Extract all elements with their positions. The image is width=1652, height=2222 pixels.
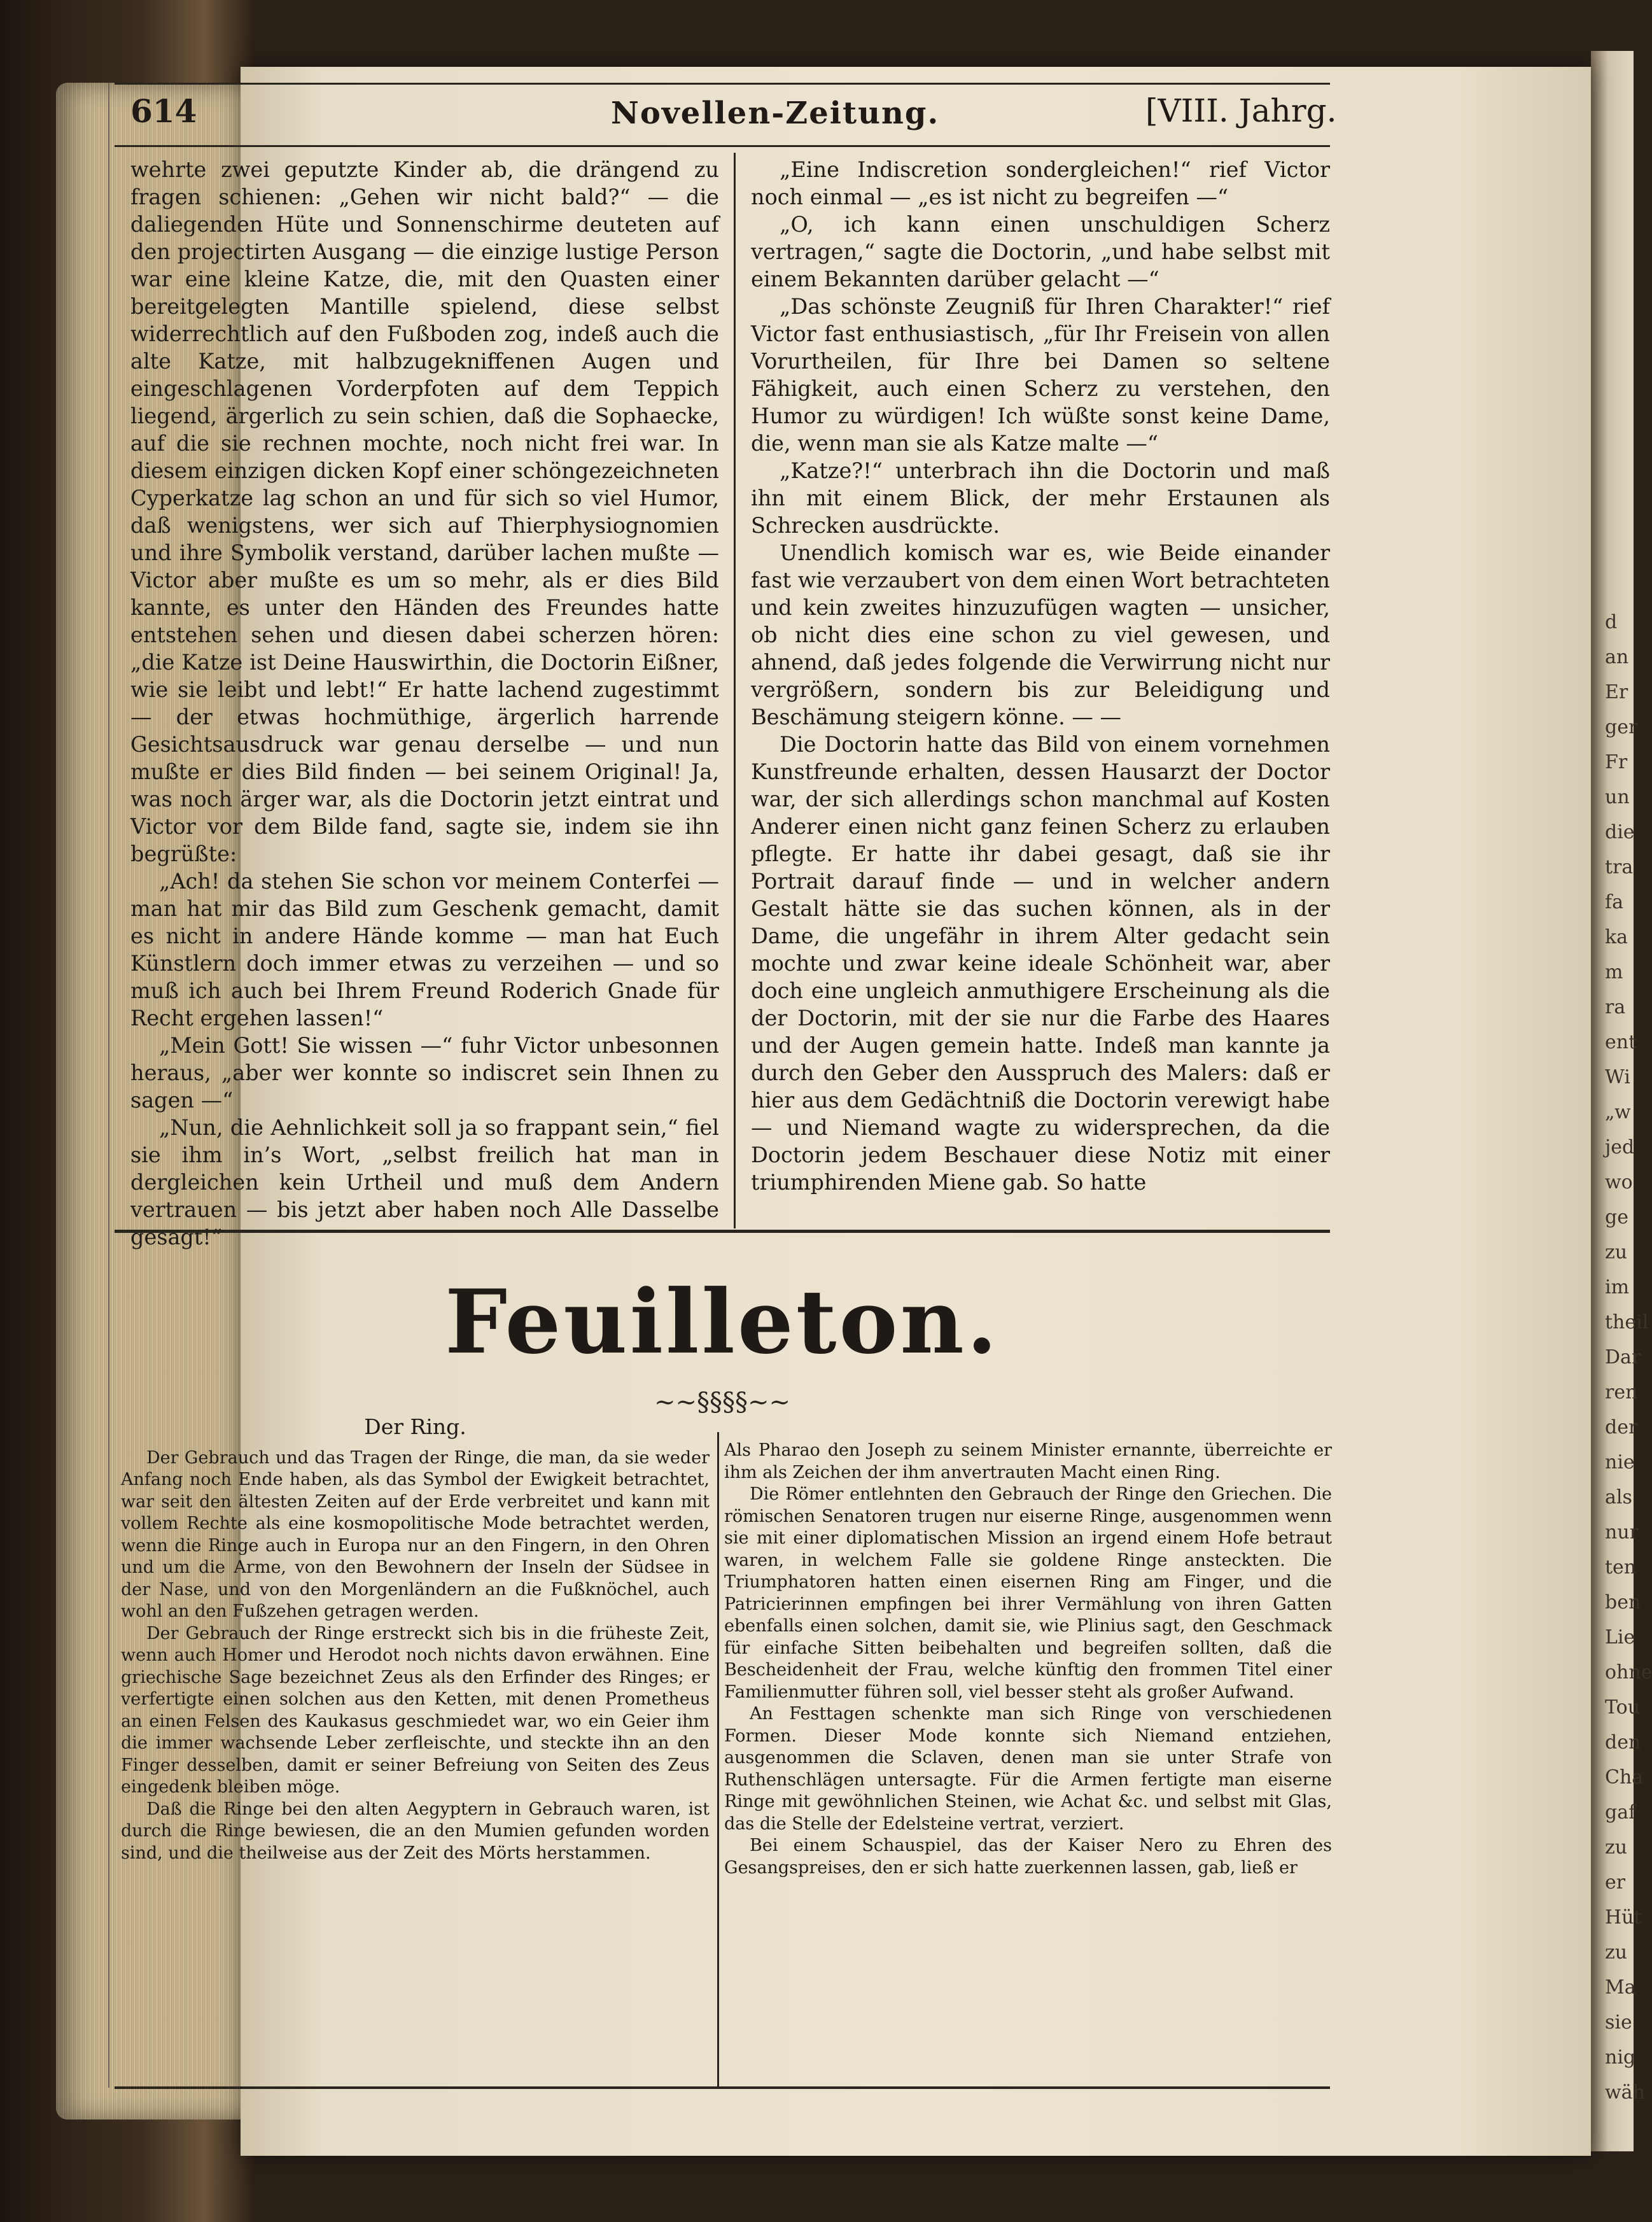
facing-page-fragment: ohne xyxy=(1605,1661,1652,1684)
novel-column-right xyxy=(751,156,1330,1196)
facing-page-fragment: Er xyxy=(1605,681,1628,703)
paragraph: Die Doctorin hatte das Bild von einem vornehmen Kunstfreunde erhalten, dessen Hausarzt der Doctor war, der sich allerdings schon manchmal auf Kosten Anderer einen nicht ganz feinen Scherz zu erlauben pflegte. Er hatte ihr dabei gesagt, daß sie ihr Portrait darauf finde — und in welcher andern Gestalt hätte sie das suchen können, als in der Dame, die ungefähr in ihrem Alter gedacht sein mochte und zwar keine ideale Schönheit war, aber doch eine ungleich anmuthigere Erscheinung als die der Doctorin, mit der sie nur die Farbe des Haares und der Augen gemein hatte. Indeß man kannte ja durch den Geber den Ausspruch des Malers: daß er hier aus dem Gedächtniß die Doctorin verewigt habe — und Niemand wagte zu widersprechen, da die Doctorin jedem Beschauer diese Notiz mit einer triumphirenden Miene gab. So hatte xyxy=(751,732,1330,1195)
paragraph: Bei einem Schauspiel, das der Kaiser Nero zu Ehren des Gesangspreises, den er sich hatte zuerkennen lassen, gab, ließ er xyxy=(724,1836,1332,1878)
feuilleton-column-right xyxy=(724,1440,1332,1879)
facing-page-fragment: als xyxy=(1605,1486,1632,1508)
facing-page-fragment: ren xyxy=(1605,1381,1638,1403)
facing-page-fragment: d xyxy=(1605,611,1618,633)
facing-page-fragment: ent xyxy=(1605,1031,1637,1053)
facing-page-fragment: fa xyxy=(1605,891,1623,913)
facing-page-fragment: zu xyxy=(1605,1836,1628,1859)
paragraph: Als Pharao den Joseph zu seinem Minister ernannte, überreichte er ihm als Zeichen der ihm anvertrauten Macht einen Ring. xyxy=(724,1440,1332,1482)
facing-page-fragment: nie xyxy=(1605,1451,1635,1473)
facing-page-fragment: er xyxy=(1605,1871,1626,1894)
facing-page-fragment: den xyxy=(1605,1731,1641,1754)
facing-page-fragment: zu xyxy=(1605,1941,1628,1964)
section-rule xyxy=(115,1230,1330,1233)
facing-page-fragment: ben xyxy=(1605,1591,1641,1614)
facing-page-fragment: ka xyxy=(1605,926,1628,948)
page-number: 614 xyxy=(130,92,197,130)
facing-page-fragment: un xyxy=(1605,786,1630,808)
facing-page-fragment: ger xyxy=(1605,716,1638,738)
paragraph: wehrte zwei geputzte Kinder ab, die drängend zu fragen schienen: „Gehen wir nicht bald?“ — die daliegenden Hüte und Sonnenschirme deuteten auf den projectirten Ausgang — die einzige lustige Person war eine kleine Katze, die, mit den Quasten einer bereitgelegten Mantille spielend, diese selbst widerrechtlich auf den Fußboden zog, indeß auch die alte Katze, mit halbzugekniffenen Augen und eingeschlagenen Vorderpfoten auf dem Teppich liegend, ärgerlich zu sein schien, daß die Sophaecke, auf die sie rechnen mochte, noch nicht frei war. In diesem einzigen dicken Kopf einer schöngezeichneten Cyperkatze lag schon an und für sich so viel Humor, daß wenigstens, wer sich auf Thierphysiognomien und ihre Symbolik verstand, darüber lachen mußte — Victor aber mußte es um so mehr, als er dies Bild kannte, es unter den Händen des Freundes hatte entstehen sehen und diesen dabei scherzen hören: „die Katze ist Deine Hauswirthin, die Doctorin Eißner, wie sie leibt und lebt!“ Er hatte lachend zugestimmt — der etwas hochmüthige, ärgerlich harrende Gesichtsausdruck war genau derselbe — und nun mußte er dies Bild finden — bei seinem Original! Ja, was noch ärger war, als die Doctorin jetzt eintrat und Victor vor dem Bilde fand, sagte sie, indem sie ihn begrüßte: xyxy=(130,157,719,866)
ornament-divider: ~~§§§§~~ xyxy=(654,1388,791,1417)
facing-page-fragment: wäh xyxy=(1605,2081,1645,2104)
page-frame-line xyxy=(108,83,109,2088)
facing-page-fragment: wo xyxy=(1605,1171,1633,1193)
paragraph: Daß die Ringe bei den alten Aegyptern in Gebrauch waren, ist durch die Ringe bewiesen, die an den Mumien gefunden worden sind, und die theilweise aus der Zeit des Mörts herstammen. xyxy=(121,1799,710,1863)
paragraph: „O, ich kann einen unschuldigen Scherz vertragen,“ sagte die Doctorin, „und habe selbst mit einem Bekannten darüber gelacht —“ xyxy=(751,212,1330,292)
paragraph: An Festtagen schenkte man sich Ringe von verschiedenen Formen. Dieser Mode konnte sich Niemand entziehen, ausgenommen die Sclaven, denen man sie unter Strafe von Ruthenschlägen untersagte. Für die Armen fertigte man eiserne Ringe mit gewöhnlichen Steinen, wie Achat &c. und selbst mit Glas, das die Stelle der Edelsteine vertrat, verziert. xyxy=(724,1704,1332,1834)
facing-page-fragment: tra xyxy=(1605,856,1634,878)
facing-page-fragment: ten xyxy=(1605,1556,1637,1579)
feuilleton-column-left xyxy=(121,1416,710,1864)
facing-page-fragment: der xyxy=(1605,1416,1638,1438)
facing-page-fragment: ra xyxy=(1605,996,1626,1018)
paragraph: Der Gebrauch und das Tragen der Ringe, die man, da sie weder Anfang noch Ende haben, als das Symbol der Ewigkeit betrachtet, war seit den ältesten Zeiten auf der Erde verbreitet und kann mit vollem Rechte als eine kosmopolitische Mode betrachtet werden, wenn die Ringe auch in Europa nur an den Fingern, in den Ohren und um die Arme, von den Bewohnern der Inseln der Südsee in der Nase, und von den Morgenländern an die Fußknöchel, auch wohl an den Fußzehen getragen werden. xyxy=(121,1447,710,1621)
facing-page-fragment: Cha xyxy=(1605,1766,1644,1789)
facing-page-fragment: nig xyxy=(1605,2046,1636,2069)
facing-page-fragment: m xyxy=(1605,961,1623,983)
story-title: Der Ring. xyxy=(364,1414,466,1439)
journal-title: Novellen-Zeitung. xyxy=(611,95,940,131)
paragraph: „Katze?!“ unterbrach ihn die Doctorin und maß ihn mit einem Blick, der mehr Erstaunen als Schrecken ausdrückte. xyxy=(751,458,1330,538)
facing-page-fragment: Fr xyxy=(1605,751,1628,773)
paragraph: „Das schönste Zeugniß für Ihren Charakter!“ rief Victor fast enthusiastisch, „für Ihr Freisein von allen Vorurtheilen, für Ihre bei Damen so seltene Fähigkeit, auch einen Scherz zu verstehen, den Humor zu würdigen! Ich wüßte sonst keine Dame, die, wenn man sie als Katze malte —“ xyxy=(751,294,1330,456)
facing-page-fragment: ge xyxy=(1605,1206,1628,1228)
paragraph: „Eine Indiscretion sondergleichen!“ rief Victor noch einmal — „es ist nicht zu begreifen —“ xyxy=(751,157,1330,209)
facing-page-fragment: Ma xyxy=(1605,1976,1636,1999)
facing-page-fragment: die xyxy=(1605,821,1635,843)
facing-page-edge xyxy=(1591,51,1652,2151)
facing-page-fragment: Dar xyxy=(1605,1346,1641,1368)
facing-page-fragment: Wi xyxy=(1605,1066,1630,1088)
paragraph: Der Gebrauch der Ringe erstreckt sich bis in die früheste Zeit, wenn auch Homer und Herodot noch nichts davon erwähnen. Eine griechische Sage bezeichnet Zeus als den Erfinder des Ringes; er verfertigte einen solchen aus den Ketten, mit denen Prometheus an einen Felsen des Kaukasus geschmiedet war, wo ein Geier ihm die immer wachsende Leber zerfleischte, und steckte ihn an den Finger desselben, damit er seiner Befreiung von Seiten des Zeus eingedenk bleiben möge. xyxy=(121,1623,710,1797)
volume-label: [VIII. Jahrg. xyxy=(1145,92,1337,129)
facing-page-fragment: sie xyxy=(1605,2011,1632,2034)
column-divider xyxy=(734,153,736,1228)
paragraph: „Ach! da stehen Sie schon vor meinem Conterfei — man hat mir das Bild zum Geschenk gemacht, damit es nicht in andere Hände komme — man hat Euch Künstlern doch immer etwas zu verzeihen — und so muß ich auch bei Ihrem Freund Roderich Gnade für Recht ergehen lassen!“ xyxy=(130,869,719,1030)
facing-page-fragment: gaf xyxy=(1605,1801,1636,1824)
facing-page-fragment: Lie xyxy=(1605,1626,1635,1649)
header-rule-top xyxy=(115,83,1330,85)
paragraph: „Mein Gott! Sie wissen —“ fuhr Victor unbesonnen heraus, „aber wer konnte so indiscret sein Ihnen zu sagen —“ xyxy=(130,1033,719,1113)
novel-column-left xyxy=(130,156,719,1251)
bottom-rule xyxy=(115,2086,1330,2089)
facing-page-fragment: theil xyxy=(1605,1311,1649,1333)
paragraph: Die Römer entlehnten den Gebrauch der Ringe den Griechen. Die römischen Senatoren trugen nur eiserne Ringe, ausgenommen wenn sie mit einer diplomatischen Mission an irgend einem Hofe betraut waren, in welchem Falle sie goldene Ringe ansteckten. Die Triumphatoren hatten einen eisernen Ring am Finger, und die Patricierinnen empfingen bei ihrer Vermählung von ihren Gatten ebenfalls einen solchen, damit sie, wie Plinius sagt, den Geschmack für einfache Sitten beibehalten und begreifen sollten, daß die Bescheidenheit der Frau, welche künftig den frommen Titel einer Familienmutter führen soll, viel besser steht als großer Aufwand. xyxy=(724,1484,1332,1702)
column-divider xyxy=(717,1432,719,2086)
facing-page-fragment: Hüt xyxy=(1605,1906,1642,1929)
header-rule-bottom xyxy=(115,145,1330,147)
facing-page-fragment: nur xyxy=(1605,1521,1639,1543)
feuilleton-heading: Feuilleton. xyxy=(445,1270,1000,1374)
paragraph: Unendlich komisch war es, wie Beide einander fast wie verzaubert von dem einen Wort betrachteten und kein zweites hinzuzufügen wagten — unsicher, ob nicht dies eine schon zu viel gewesen, und ahnend, daß jedes folgende die Verwirrung nicht nur vergrößern, sondern bis zur Beleidigung und Beschämung steigern könne. — — xyxy=(751,540,1330,729)
facing-page-fragment: „w xyxy=(1605,1101,1631,1123)
facing-page-fragment: an xyxy=(1605,646,1629,668)
facing-page-fragment: zu xyxy=(1605,1241,1628,1263)
paragraph: „Nun, die Aehnlichkeit soll ja so frappant sein,“ fiel sie ihm in’s Wort, „selbst freilich hat man in dergleichen kein Urtheil und muß dem Andern vertrauen — bis jetzt aber haben noch Alle Dasselbe gesagt!“ xyxy=(130,1115,719,1249)
facing-page-fragment: jed xyxy=(1605,1136,1635,1158)
facing-page-fragment: Tou xyxy=(1605,1696,1641,1719)
facing-page-fragment: im xyxy=(1605,1276,1630,1298)
